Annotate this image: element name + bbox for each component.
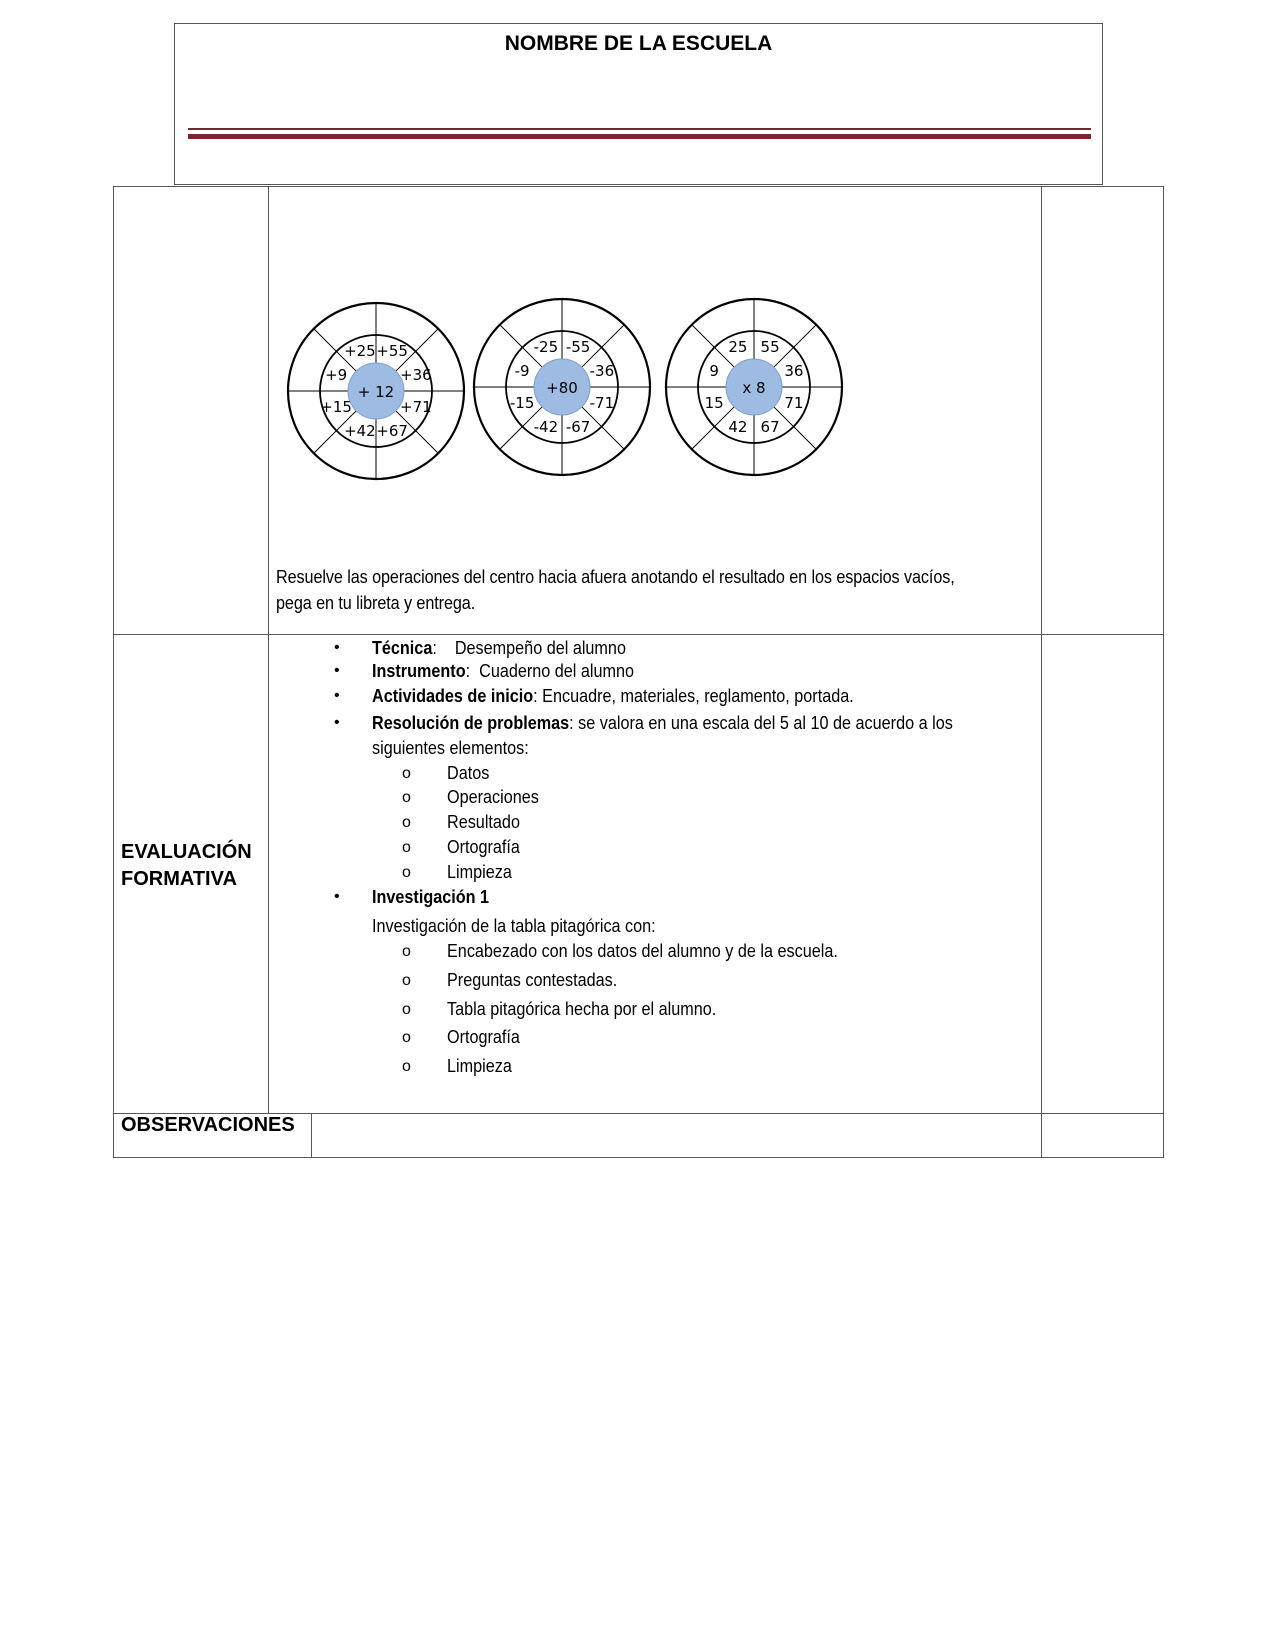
evaluation-subitem: Limpieza — [447, 862, 512, 882]
evaluation-item — [372, 713, 953, 734]
evaluation-label-line2: FORMATIVA — [121, 868, 237, 890]
evaluation-item-title: Investigación 1 — [372, 887, 490, 907]
wheel-sector-label: -25 — [533, 338, 559, 357]
observations-label: OBSERVACIONES — [121, 1114, 295, 1136]
evaluation-item-continuation: Investigación de la tabla pitagórica con: — [372, 916, 656, 936]
wheel-sector-label: -55 — [565, 338, 591, 357]
wheel-center-label: +80 — [546, 379, 578, 397]
wheel-sector-label: 42 — [728, 417, 748, 436]
bullet-icon: • — [334, 888, 340, 905]
evaluation-item — [372, 686, 854, 707]
col-divider-obs — [311, 1113, 312, 1157]
wheel-sector-label: +67 — [376, 421, 408, 440]
evaluation-subitem: Datos — [447, 763, 490, 783]
wheel-sector-label: +25 — [344, 342, 376, 361]
wheel-sector-label: 55 — [760, 338, 780, 357]
evaluation-item-title: Actividades de inicio — [372, 686, 534, 706]
row-divider-1 — [113, 634, 1164, 635]
evaluation-item — [372, 661, 634, 682]
sub-bullet-icon: o — [402, 765, 411, 782]
table-border-bottom — [113, 1157, 1164, 1158]
evaluation-label-line1: EVALUACIÓN — [121, 841, 252, 863]
wheel-sector-label: -42 — [533, 417, 559, 436]
evaluation-subitem: Resultado — [447, 812, 520, 832]
bullet-icon: • — [334, 639, 340, 656]
header-rule-thick — [188, 134, 1091, 139]
wheel-sector-label: 25 — [728, 338, 748, 357]
school-name: NOMBRE DE LA ESCUELA — [504, 32, 773, 55]
wheel-sector-label: -15 — [509, 394, 535, 413]
sub-bullet-icon: o — [402, 839, 411, 856]
wheel-sector-label: 15 — [704, 394, 724, 413]
wheel-sector-label: +15 — [320, 398, 352, 417]
wheel-sector-label: 9 — [709, 361, 719, 380]
evaluation-item — [372, 638, 626, 659]
evaluation-subitem: Tabla pitagórica hecha por el alumno. — [447, 999, 717, 1019]
wheel-spoke — [774, 407, 816, 449]
evaluation-item-title: Instrumento — [372, 661, 466, 681]
wheel-sector-label: 67 — [760, 417, 780, 436]
instructions-text: Resuelve las operaciones del centro hacia afuera anotando el resultado en los espacios vacíos, pega en tu libreta y entrega. — [276, 567, 955, 613]
evaluation-subitem: Preguntas contestadas. — [447, 970, 618, 990]
wheel-sector-label: 71 — [784, 394, 804, 413]
sub-bullet-icon: o — [402, 1058, 411, 1075]
evaluation-subitem: Encabezado con los datos del alumno y de la escuela. — [447, 941, 838, 961]
sub-bullet-icon: o — [402, 1001, 411, 1018]
evaluation-subitem: Ortografía — [447, 1027, 520, 1047]
wheel-sector-label: -9 — [514, 361, 530, 380]
wheel-sector-label: +9 — [325, 365, 348, 384]
wheel-sector-label: +71 — [400, 398, 432, 417]
bullet-icon: • — [334, 714, 340, 731]
evaluation-label — [121, 839, 252, 893]
wheel-center-label: + 12 — [357, 383, 395, 401]
wheel-sector-label: 36 — [784, 361, 804, 380]
evaluation-item-text: : Encuadre, materiales, reglamento, portada. — [533, 686, 854, 706]
wheel-sector-label: -67 — [565, 417, 591, 436]
wheel-sector-label: -71 — [589, 394, 615, 413]
wheel-sector-label: -36 — [589, 361, 615, 380]
evaluation-item-text: : Desempeño del alumno — [432, 638, 626, 658]
evaluation-item-title: Técnica — [372, 638, 433, 658]
plan-table — [113, 186, 1164, 1158]
wheel-sector-label: +36 — [400, 365, 432, 384]
wheel-sector-label: +42 — [344, 421, 376, 440]
sub-bullet-icon: o — [402, 1029, 411, 1046]
evaluation-subitem: Operaciones — [447, 787, 539, 807]
wheel-sector-label: +55 — [376, 342, 408, 361]
sub-bullet-icon: o — [402, 814, 411, 831]
sub-bullet-icon: o — [402, 943, 411, 960]
bullet-icon: • — [334, 687, 340, 704]
evaluation-item-text: : Cuaderno del alumno — [465, 661, 635, 681]
bullet-icon: • — [334, 662, 340, 679]
wheel-center-label: x 8 — [742, 379, 766, 397]
sub-bullet-icon: o — [402, 864, 411, 881]
sub-bullet-icon: o — [402, 789, 411, 806]
wheel-spoke — [774, 325, 816, 367]
evaluation-subitem: Ortografía — [447, 837, 520, 857]
evaluation-item-title: Resolución de problemas — [372, 713, 570, 733]
evaluation-item-text: : se valora en una escala del 5 al 10 de acuerdo a los — [569, 713, 953, 733]
evaluation-item — [372, 887, 489, 908]
sub-bullet-icon: o — [402, 972, 411, 989]
evaluation-item-continuation: siguientes elementos: — [372, 738, 529, 758]
header-rule-thin — [188, 128, 1091, 130]
evaluation-subitem: Limpieza — [447, 1056, 512, 1076]
header-box — [174, 23, 1103, 185]
